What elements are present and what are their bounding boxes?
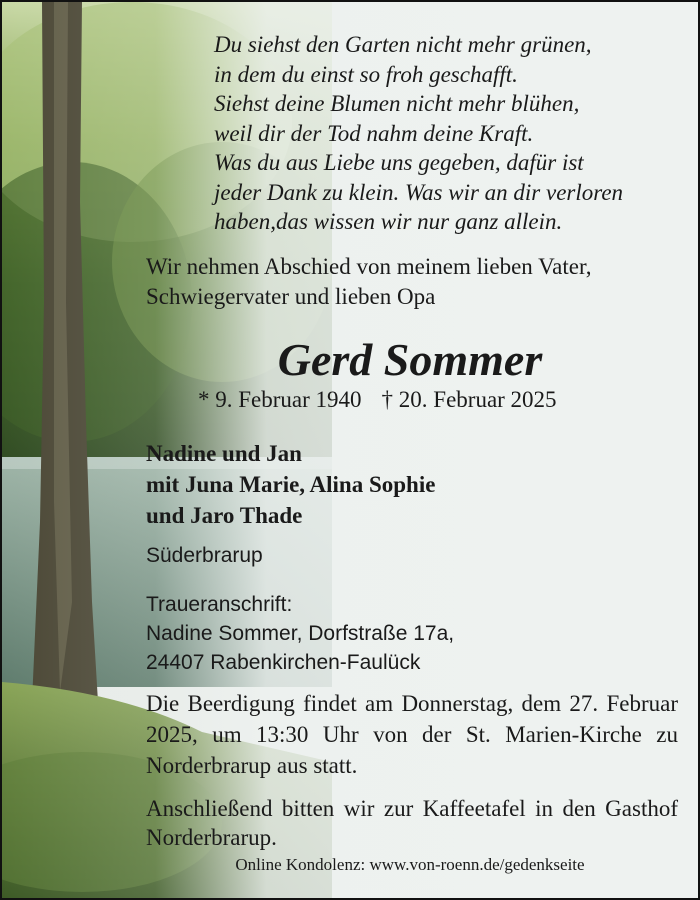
poem-line: Siehst deine Blumen nicht mehr blühen,: [214, 91, 580, 116]
mourner-line: und Jaro Thade: [146, 503, 303, 528]
online-condolence: Online Kondolenz: www.von-roenn.de/gedenkseite: [235, 855, 585, 874]
farewell-intro: [146, 252, 686, 312]
address-line-1: Nadine Sommer, Dorfstraße 17a,: [146, 622, 455, 645]
mourners-place: Süderbrarup: [146, 544, 263, 567]
mourning-address: [146, 590, 454, 677]
life-dates: [198, 385, 557, 415]
address-label: Traueranschrift:: [146, 593, 293, 616]
reception-info: Anschließend bitten wir zur Kaffeetafel in den Gasthof Norderbrarup.: [146, 796, 678, 850]
memorial-poem: [214, 30, 684, 237]
funeral-info: Die Beerdigung findet am Donnerstag, dem 27. Februar 2025, um 13:30 Uhr von der St. Marien-Kirche zu Norderbrarup aus statt.: [146, 691, 678, 778]
address-line-2: 24407 Rabenkirchen-Faulück: [146, 651, 421, 674]
intro-line-2: Schwiegervater und lieben Opa: [146, 284, 436, 309]
intro-line-1: Wir nehmen Abschied von meinem lieben Vater,: [146, 254, 592, 279]
poem-line: jeder Dank zu klein. Was wir an dir verloren: [214, 179, 624, 205]
mourner-line: Nadine und Jan: [146, 441, 302, 466]
poem-line: weil dir der Tod nahm deine Kraft.: [214, 120, 534, 146]
poem-line: in dem du einst so froh geschafft.: [214, 61, 518, 87]
mourner-line: mit Juna Marie, Alina Sophie: [146, 472, 436, 497]
deceased-name: Gerd Sommer: [277, 334, 543, 385]
notice-text-area: [2, 2, 698, 898]
poem-line: Du siehst den Garten nicht mehr grünen,: [214, 32, 592, 57]
death-date: † 20. Februar 2025: [381, 387, 557, 412]
birth-date: * 9. Februar 1940: [198, 387, 362, 412]
poem-line: haben,das wissen wir nur ganz allein.: [214, 209, 563, 234]
poem-line: Was du aus Liebe uns gegeben, dafür ist: [214, 150, 584, 175]
mourners-list: [146, 438, 435, 531]
